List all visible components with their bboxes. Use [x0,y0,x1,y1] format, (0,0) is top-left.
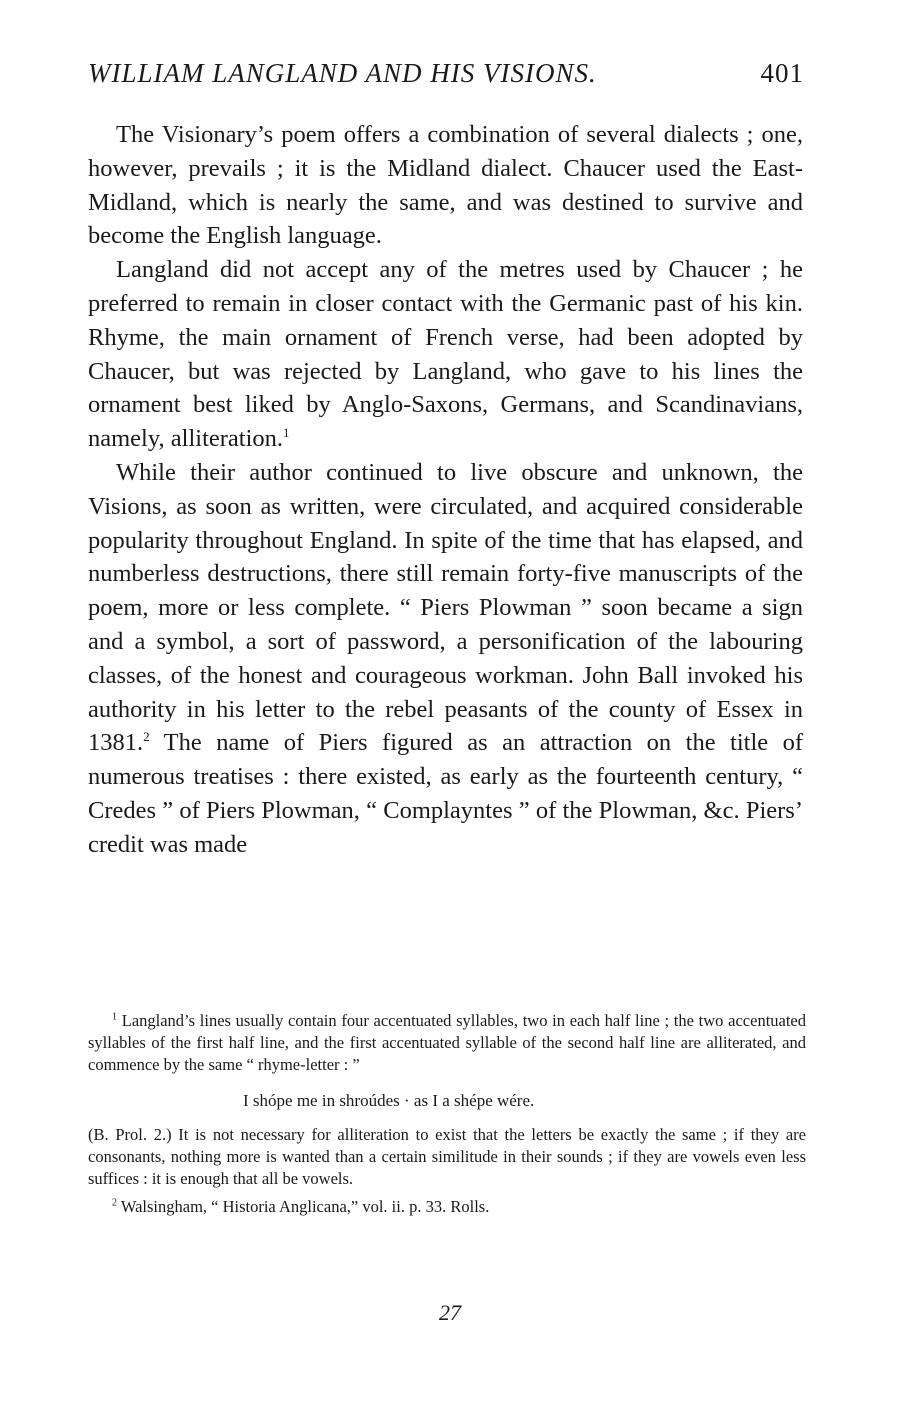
paragraph-3-text-a: While their author continued to live obscure and unknown, the Visions, as soon as written, were circulated, and acquired considerable popularity throughout England. In spite of the time that has elapsed, and numberless destructions, there still remain forty-five manuscripts of the poem, more or less complete. “ Piers Plowman ” soon became a sign and a symbol, a sort of password, a personification of the labouring classes, of the honest and courageous workman. John Ball invoked his authority in his letter to the rebel peasants of the county of Essex in 1381. [88,458,803,757]
page-number: 401 [760,58,804,88]
paragraph-1-text: The Visionary’s poem offers a combination of several dialects ; one, however, prevails ; it is the Midland dialect. Chaucer used the East-Midland, which is nearly the same, and was destined to survive and become the English language. [88,121,803,250]
footnote-verse: I shópe me in shroúdes · as I a shépe wére. [243,1091,535,1110]
footnote-2 [88,1196,806,1218]
footnote-ref-2: 2 [143,729,150,745]
paragraph-2 [88,253,803,456]
footnote-1-text: Langland’s lines usually contain four accentuated syllables, two in each half line ; the two accentuated syllables of the first half line, and the first accentuated syllable of the second half line are alliterated, and commence by the same “ rhyme-letter : ” [88,1011,807,1074]
paragraph-1 [88,118,803,253]
running-header [88,58,804,89]
paragraph-2-text: Langland did not accept any of the metres used by Chaucer ; he preferred to remain in closer contact with the Germanic past of his kin. Rhyme, the main ornament of French verse, had been adopted by Chaucer, but was rejected by Langland, who gave to his lines the ornament best liked by Anglo-Saxons, Germans, and Scandinavians, namely, alliteration. [88,256,803,453]
footnote-2-mark: 2 [112,1197,117,1209]
paragraph-3-text-b: The name of Piers figured as an attraction on the title of numerous treatises : there existed, as early as the fourteenth century, “ Credes ” of Piers Plowman, “ Complayntes ” of the Plowman, &c. Piers’ credit was made [88,729,803,858]
footnote-1-mark: 1 [112,1011,117,1023]
main-text [88,118,803,862]
footnote-ref-1: 1 [283,425,290,441]
running-title: WILLIAM LANGLAND AND HIS VISIONS. [88,58,597,88]
footnote-2-text: Walsingham, “ Historia Anglicana,” vol. ii. p. 33. Rolls. [120,1197,490,1216]
footnotes [88,1010,806,1218]
signature-mark: 27 [439,1300,461,1325]
paragraph-3 [88,456,803,862]
footnote-1 [88,1010,806,1076]
footnote-1-continuation: (B. Prol. 2.) It is not necessary for alliteration to exist that the letters be exactly the same ; if they are consonants, nothing more is wanted than a certain similitude in their sounds ; if they are vowels even less suffices : it is enough that all be vowels. [88,1125,806,1188]
